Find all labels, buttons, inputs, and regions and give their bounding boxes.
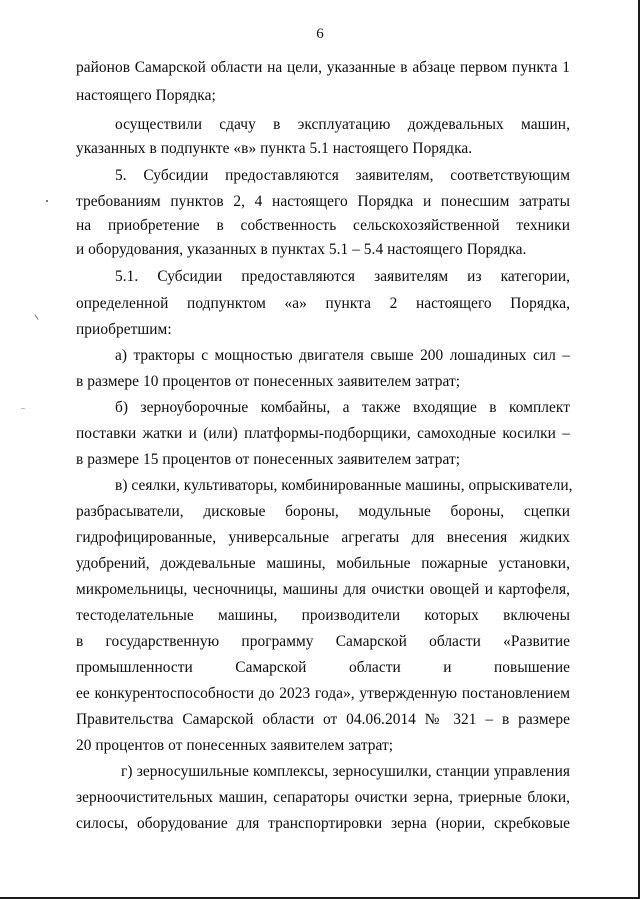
- text-line: определенной подпунктом «а» пункта 2 настоящего Порядка,: [76, 295, 570, 312]
- text-line: силосы, оборудование для транспортировки зерна (нории, скребковые: [76, 815, 570, 832]
- text-line: разбрасыватели, дисковые бороны, модульные бороны, сцепки: [76, 503, 570, 520]
- text-line: 5. Субсидии предоставляются заявителям, соответствующим: [115, 167, 570, 184]
- text-line: б) зерноуборочные комбайны, а также входящие в комплект: [115, 399, 570, 416]
- scan-speck: [34, 314, 38, 319]
- text-line: настоящего Порядка;: [76, 87, 216, 104]
- text-line: указанных в подпункте «в» пункта 5.1 настоящего Порядка.: [76, 140, 473, 157]
- text-line: тестоделательные машины, производители которых включены: [76, 607, 570, 624]
- text-line: осуществили сдачу в эксплуатацию дождевальных машин,: [115, 116, 570, 133]
- text-line: на приобретение в собственность сельскохозяйственной техники: [76, 217, 570, 234]
- text-line: гидрофицированные, универсальные агрегаты для внесения жидких: [76, 529, 570, 546]
- text-line: 20 процентов от понесенных заявителем затрат;: [76, 737, 394, 754]
- scan-speck: [21, 408, 25, 409]
- page-number: 6: [316, 26, 324, 42]
- text-line: в) сеялки, культиваторы, комбинированные машины, опрыскиватели,: [115, 477, 573, 494]
- text-line: в государственную программу Самарской области «Развитие: [76, 633, 570, 650]
- scan-speck: [46, 200, 48, 202]
- text-line: приобретшим:: [76, 321, 172, 338]
- text-line: удобрений, дождевальные машины, мобильные пожарные установки,: [76, 555, 570, 572]
- text-line: а) тракторы с мощностью двигателя свыше 200 лошадиных сил –: [115, 347, 570, 364]
- text-line: ее конкурентоспособности до 2023 года», утвержденную постановлением: [76, 685, 570, 702]
- text-line: 5.1. Субсидии предоставляются заявителям из категории,: [115, 268, 570, 285]
- text-line: микромельницы, чесночницы, машины для очистки овощей и картофеля,: [76, 581, 570, 598]
- text-line: поставки жатки и (или) платформы-подборщики, самоходные косилки –: [76, 425, 570, 442]
- text-line: районов Самарской области на цели, указанные в абзаце первом пункта 1: [76, 59, 570, 76]
- text-line: Правительства Самарской области от 04.06.2014 № 321 – в размере: [76, 711, 570, 728]
- text-line: г) зерносушильные комплексы, зерносушилки, станции управления: [121, 763, 570, 780]
- text-line: промышленности Самарской области и повышение: [76, 659, 570, 676]
- text-line: в размере 10 процентов от понесенных заявителем затрат;: [76, 373, 461, 390]
- text-line: и оборудования, указанных в пунктах 5.1 – 5.4 настоящего Порядка.: [76, 241, 527, 258]
- text-line: требованиям пунктов 2, 4 настоящего Порядка и понесшим затраты: [76, 193, 570, 210]
- text-line: в размере 15 процентов от понесенных заявителем затрат;: [76, 451, 461, 468]
- text-line: зерноочистительных машин, сепараторы очистки зерна, триерные блоки,: [76, 789, 570, 806]
